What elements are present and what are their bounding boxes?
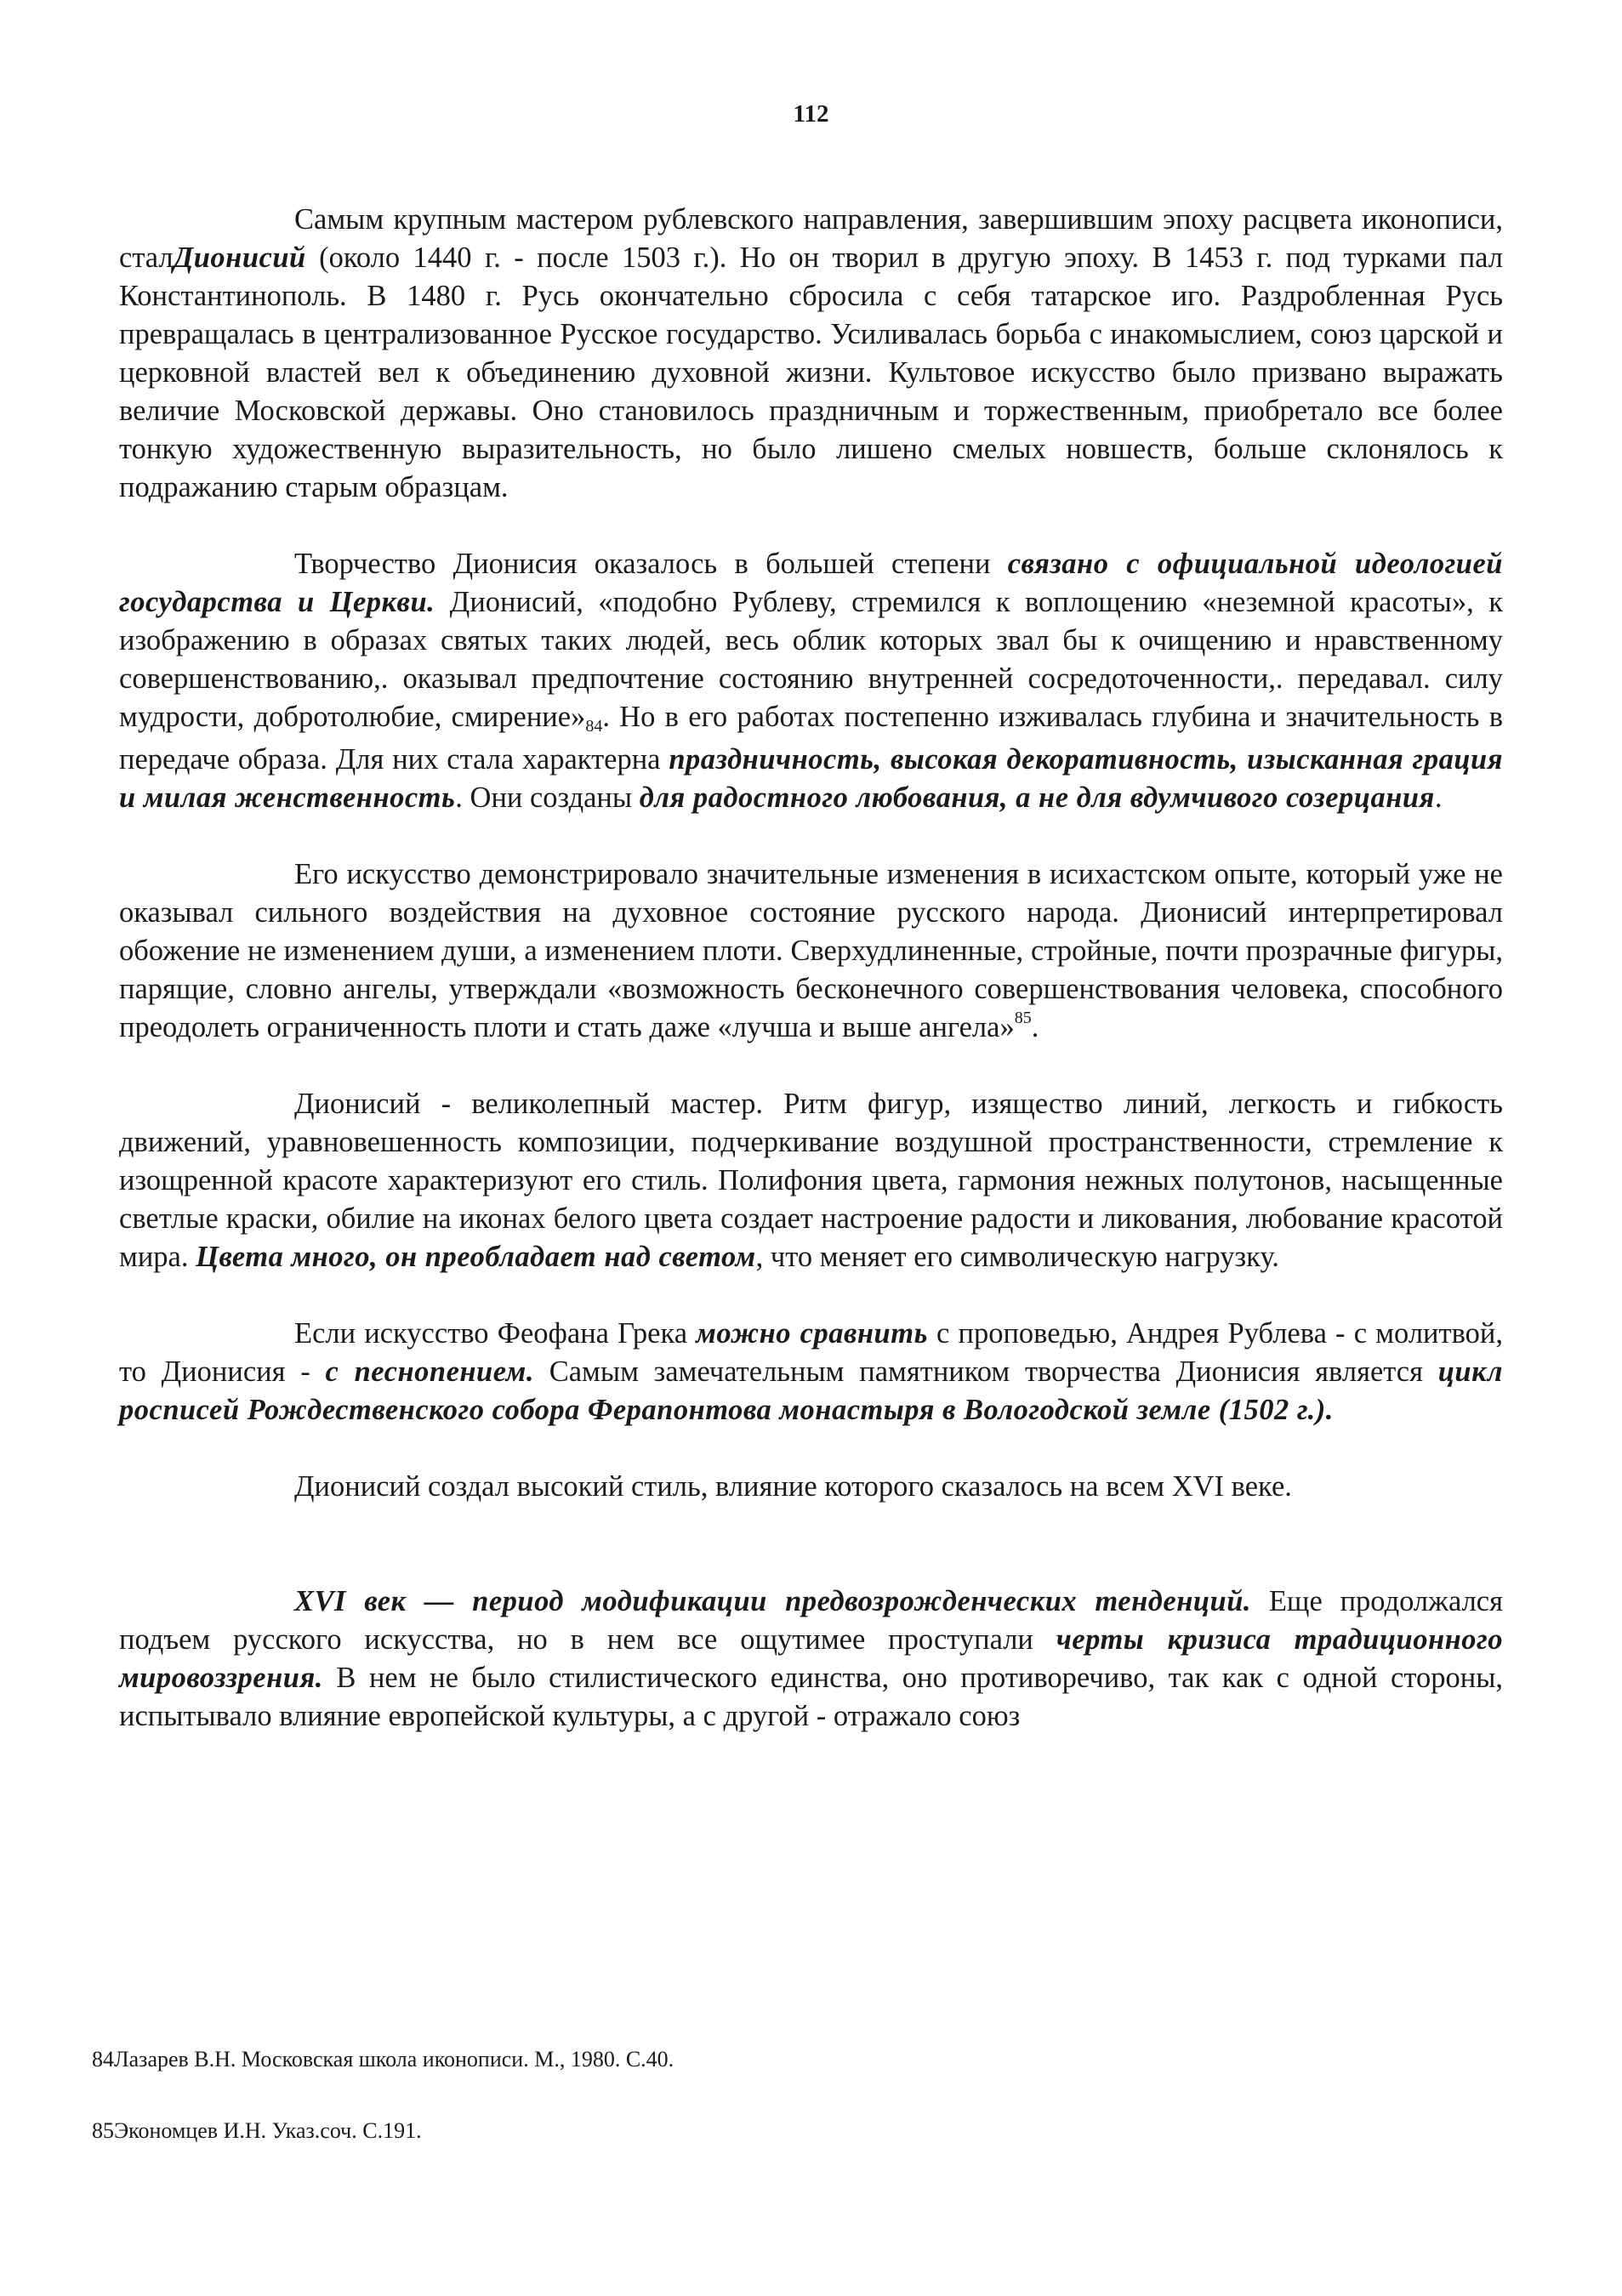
text-run: . [1031,1011,1039,1043]
emphasis: Дионисий [173,242,306,274]
emphasis: с песнопением. [325,1355,534,1388]
footnote-number: 84 [92,2047,114,2072]
body-text [119,201,1503,1774]
text-run: Еще продолжался подъем русского искусства, но в нем все ощутимее проступали [119,1585,1503,1656]
text-run: Дионисий - великолепный мастер. Ритм фигур, изящество линий, легкость и гибкость движений, уравновешенность композиции, подчеркивание воздушной пространственности, стремление к изощренной красоте характеризуют его стиль. Полифония цвета, гармония нежных полутонов, насыщенные светлые краски, обилие на иконах белого цвета создает настроение радости и ликования, любование красотой мира. [119,1088,1503,1273]
footnote-ref[interactable]: 85 [1014,1009,1032,1027]
text-run: Дионисий создал высокий стиль, влияние которого сказалось на всем XVI веке. [294,1470,1292,1503]
emphasis: Цвета много, он преобладает над светом [196,1241,756,1273]
text-run: (около 1440 г. - после 1503 г.). Но он творил в другую эпоху. В 1453 г. под турками пал Константинополь. В 1480 г. Русь окончательно сбросила с себя татарское иго. Раздробленная Русь превращалась в централизованное Русское государство. Усиливалась борьба с инакомыслием, союз царской и церковной властей вел к объединению духовной жизни. Культовое искусство было призвано выражать величие Московской державы. Оно становилось праздничным и торжественным, приобретало все более тонкую художественную выразительность, но было лишено смелых новшеств, больше склонялось к подражанию старым образцам. [119,242,1503,503]
emphasis: связано с официальной идеологией государства и Церкви. [119,548,1503,618]
emphasis: черты кризиса традиционного мировоззрения. [119,1623,1503,1694]
text-run: Творчество Дионисия оказалось в большей степени [294,548,1008,580]
footnote-number: 85 [92,2118,114,2143]
text-run: Его искусство демонстрировало значительные изменения в исихастском опыте, который уже не оказывал сильного воздействия на духовное состояние русского народа. Дионисий интерпретировал обожение не изменением души, а изменением плоти. Сверхудлиненные, стройные, почти прозрачные фигуры, парящие, словно ангелы, утверждали «возможность бесконечного совершенствования человека, способного преодолеть ограниченность плоти и стать даже «лучша и выше ангела» [119,858,1503,1043]
emphasis: для радостного любования, а не для вдумчивого созерцания [639,781,1435,814]
text-run: . Но в его работах постепенно изживалась глубина и значительность в передаче образа. Для них стала характерна [119,701,1503,776]
text-run: с проповедью, Андрея Рублева - с молитвой, то Дионисия - [119,1317,1503,1388]
paragraph-5 [119,1315,1503,1429]
page-number: 112 [793,100,829,128]
paragraph-7 [119,1583,1503,1736]
text-run: Если искусство Феофана Грека [294,1317,697,1350]
footnotes [92,2045,1495,2188]
emphasis: праздничность, высокая декоративность, изысканная грация и милая женственность [119,743,1504,814]
footnote-85 [92,2117,1495,2145]
paragraph-2 [119,545,1503,817]
text-run: . [1434,781,1443,814]
paragraph-6 [119,1468,1503,1506]
emphasis: можно сравнить [696,1317,928,1350]
emphasis: XVI век — период модификации предвозрожденческих тенденций. [294,1585,1252,1617]
footnote-text: Экономцев И.Н. Указ.соч. С.191. [114,2118,422,2143]
footnote-text: Лазарев В.Н. Московская школа иконописи. М., 1980. С.40. [114,2047,674,2072]
paragraph-4 [119,1085,1503,1276]
emphasis: цикл росписей Рождественского собора Ферапонтова монастыря в Вологодской земле (1502 г.). [119,1355,1504,1426]
text-run: Самым крупным мастером рублевского направления, завершившим эпоху расцвета иконописи, стал [119,203,1503,274]
paragraph-3 [119,855,1503,1047]
footnote-ref[interactable]: 84 [585,717,603,736]
text-run: В нем не было стилистического единства, оно противоречиво, так как с одной стороны, испытывало влияние европейской культуры, а с другой - отражало союз [119,1662,1503,1732]
text-run: Самым замечательным памятником творчества Дионисия является [533,1355,1438,1388]
footnote-84 [92,2045,1495,2074]
paragraph-1 [119,201,1503,507]
text-run: Дионисий, «подобно Рублеву, стремился к воплощению «неземной красоты», к изображению в образах святых таких людей, весь облик которых звал бы к очищению и нравственному совершенствованию,. оказывал предпочтение состоянию внутренней сосредоточенности,. передавал. силу мудрости, добротолюбие, смирение» [119,586,1504,733]
text-run: . Они созданы [455,781,640,814]
text-run: , что меняет его символическую нагрузку. [755,1241,1279,1273]
